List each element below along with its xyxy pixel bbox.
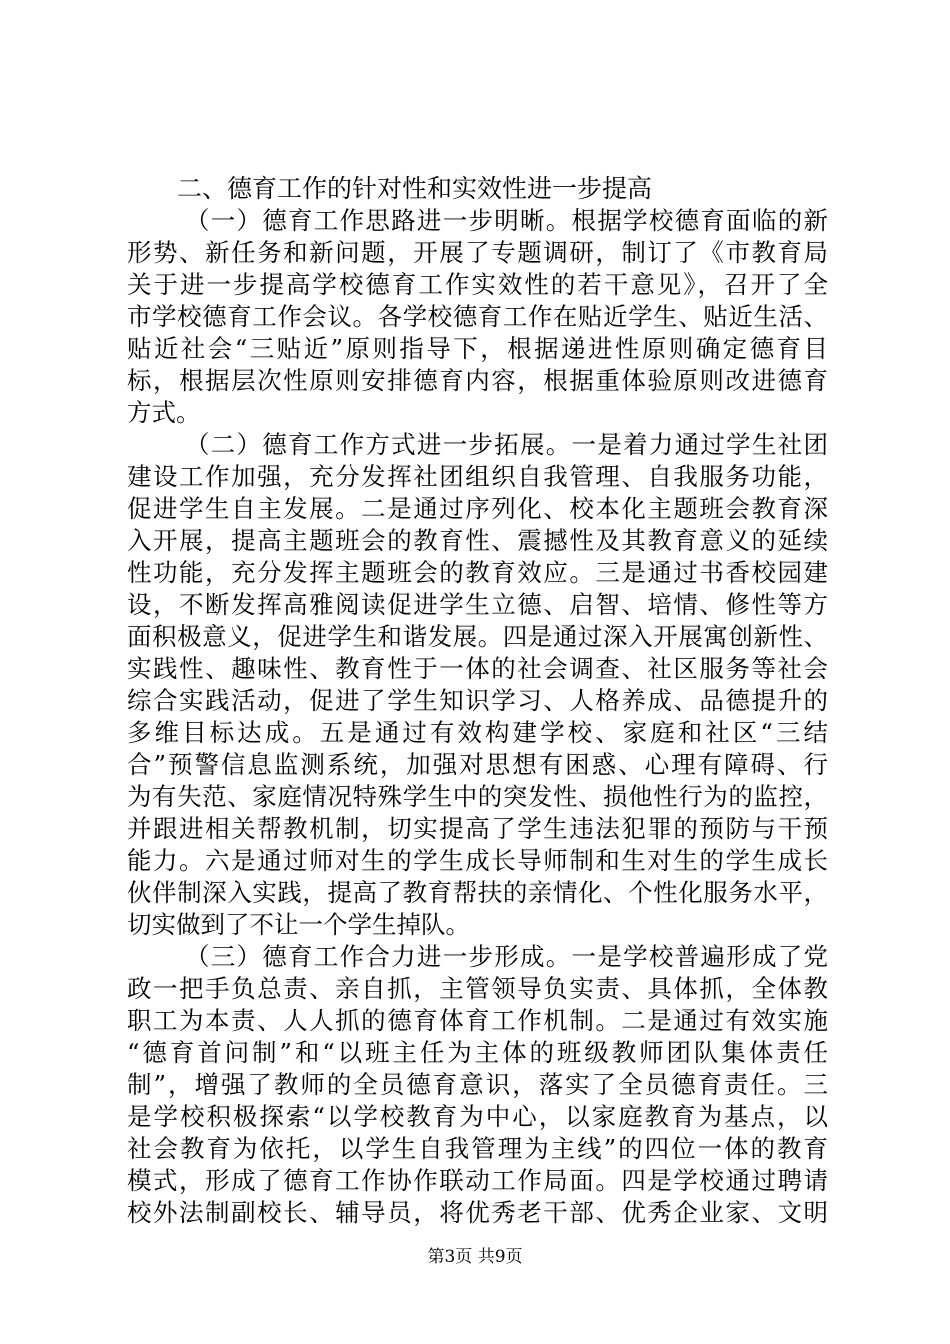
text-line: 制”，增强了教师的全员德育意识，落实了全员德育责任。三	[127, 1070, 828, 1099]
text-line: 校外法制副校长、辅导员，将优秀老干部、优秀企业家、文明	[127, 1198, 828, 1227]
text-line: 职工为本责、人人抓的德育体育工作机制。二是通过有效实施	[127, 1006, 828, 1035]
text-line: 方式。	[127, 398, 201, 427]
text-line: （二）德育工作方式进一步拓展。一是着力通过学生社团	[185, 430, 828, 459]
text-line: 综合实践活动，促进了学生知识学习、人格养成、品德提升的	[127, 686, 828, 715]
text-line: 伙伴制深入实践，提高了教育帮扶的亲情化、个性化服务水平，	[127, 878, 828, 907]
text-line: 建设工作加强，充分发挥社团组织自我管理、自我服务功能，	[127, 462, 828, 491]
text-line: 为有失范、家庭情况特殊学生中的突发性、损他性行为的监控，	[127, 782, 828, 811]
text-line: 形势、新任务和新问题，开展了专题调研，制订了《市教育局	[127, 238, 828, 267]
text-line: （三）德育工作合力进一步形成。一是学校普遍形成了党	[185, 942, 828, 971]
paragraph-3	[127, 941, 828, 1229]
text-line: 贴近社会“三贴近”原则指导下，根据递进性原则确定德育目	[127, 334, 828, 363]
text-line: 市学校德育工作会议。各学校德育工作在贴近学生、贴近生活、	[127, 302, 828, 331]
text-line: 社会教育为依托，以学生自我管理为主线”的四位一体的教育	[127, 1134, 828, 1163]
text-line: 面积极意义，促进学生和谐发展。四是通过深入开展寓创新性、	[127, 622, 828, 651]
text-line: 入开展，提高主题班会的教育性、震撼性及其教育意义的延续	[127, 526, 828, 555]
page-number-footer: 第3页 共9页	[427, 1247, 523, 1267]
text-line: 能力。六是通过师对生的学生成长导师制和生对生的学生成长	[127, 846, 828, 875]
text-line: 设，不断发挥高雅阅读促进学生立德、启智、培情、修性等方	[127, 590, 828, 619]
text-line: 性功能，充分发挥主题班会的教育效应。三是通过书香校园建	[127, 558, 828, 587]
section-heading: 二、德育工作的针对性和实效性进一步提高	[177, 174, 653, 203]
text-line: 切实做到了不让一个学生掉队。	[127, 910, 470, 939]
text-line: 标，根据层次性原则安排德育内容，根据重体验原则改进德育	[127, 366, 828, 395]
text-line: “德育首问制”和“以班主任为主体的班级教师团队集体责任	[127, 1038, 828, 1067]
paragraph-1	[127, 205, 828, 429]
document-body	[127, 173, 828, 1229]
text-line: 合”预警信息监测系统，加强对思想有困惑、心理有障碍、行	[127, 750, 828, 779]
text-line: 关于进一步提高学校德育工作实效性的若干意见》，召开了全	[127, 270, 828, 299]
text-line: 实践性、趣味性、教育性于一体的社会调查、社区服务等社会	[127, 654, 828, 683]
text-line: （一）德育工作思路进一步明晰。根据学校德育面临的新	[185, 206, 828, 235]
text-line: 是学校积极探索“以学校教育为中心，以家庭教育为基点，以	[127, 1102, 828, 1131]
text-line: 促进学生自主发展。二是通过序列化、校本化主题班会教育深	[127, 494, 828, 523]
paragraph-2	[127, 429, 828, 941]
text-line: 多维目标达成。五是通过有效构建学校、家庭和社区“三结	[127, 718, 828, 747]
text-line: 模式，形成了德育工作协作联动工作局面。四是学校通过聘请	[127, 1166, 828, 1195]
text-line: 并跟进相关帮教机制，切实提高了学生违法犯罪的预防与干预	[127, 814, 828, 843]
text-line: 政一把手负总责、亲自抓，主管领导负实责、具体抓，全体教	[127, 974, 828, 1003]
